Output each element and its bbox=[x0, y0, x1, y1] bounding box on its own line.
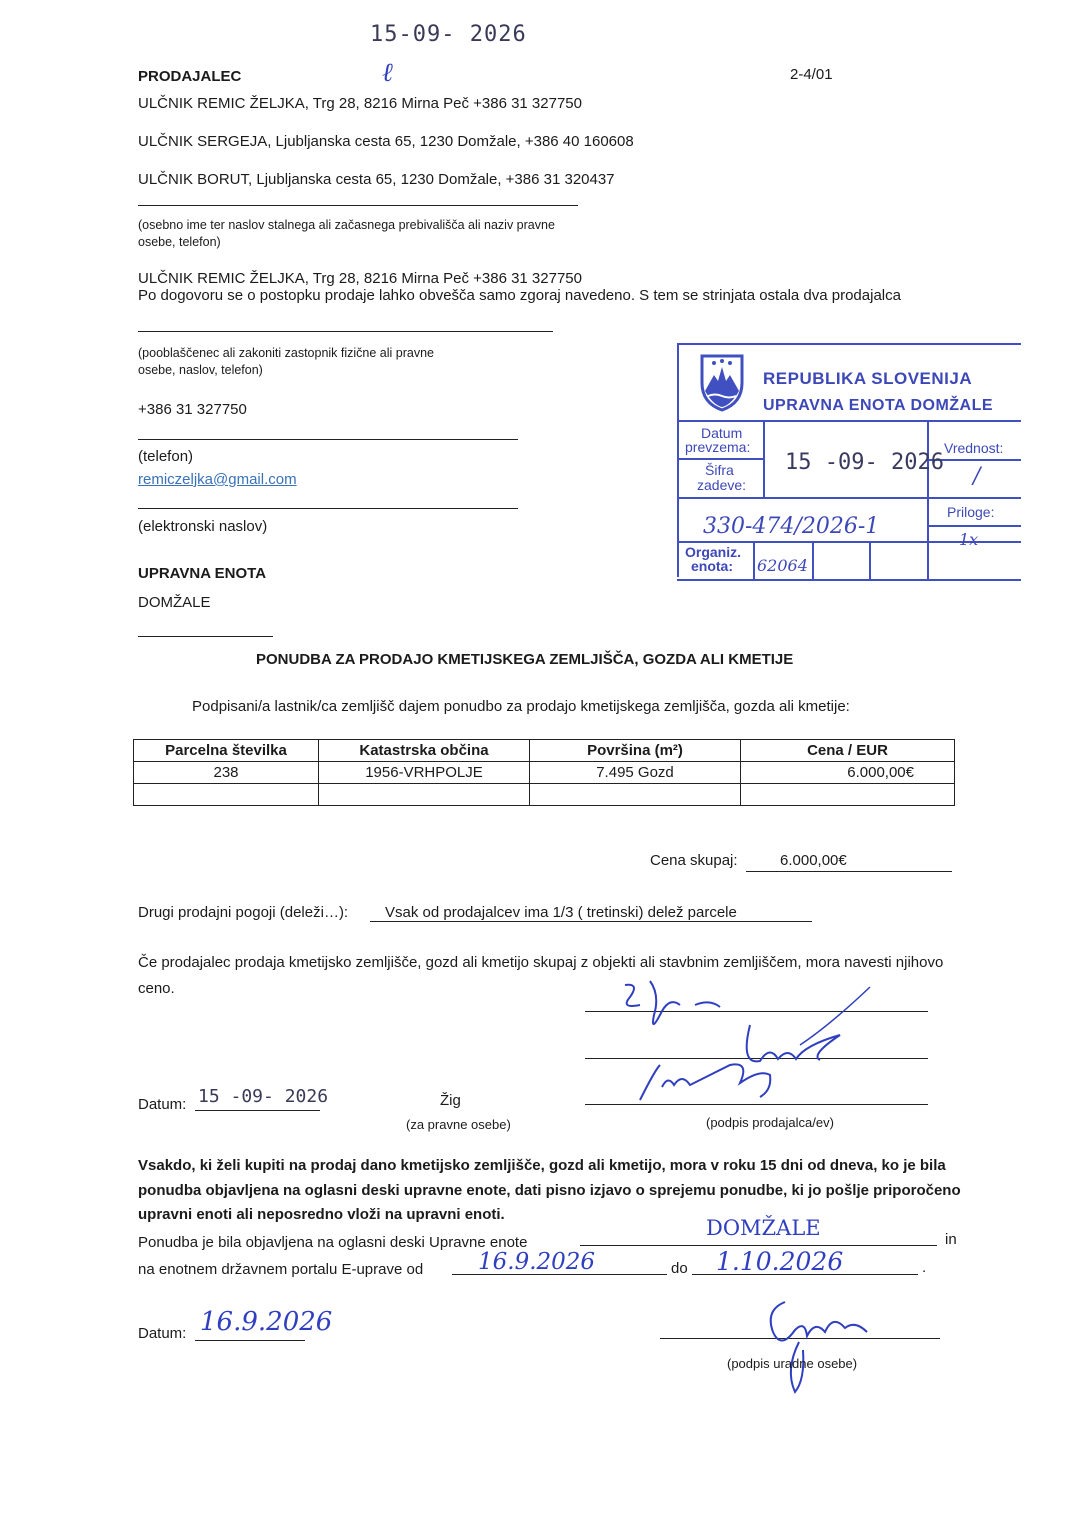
coat-of-arms-icon bbox=[699, 353, 745, 413]
signature-date-underline bbox=[195, 1110, 320, 1111]
email-link[interactable]: remiczeljka@gmail.com bbox=[138, 471, 297, 488]
official-signature-caption: (podpis uradne osebe) bbox=[727, 1356, 858, 1371]
other-conditions-label: Drugi prodajni pogoji (deleži…): bbox=[138, 904, 349, 921]
seller-line-3: ULČNIK BORUT, Ljubljanska cesta 65, 1230 Domžale, +386 31 320437 bbox=[138, 171, 615, 188]
signature-date-value: 15 -09- 2026 bbox=[198, 1086, 329, 1107]
publication-unit-underline bbox=[580, 1245, 937, 1246]
total-underline bbox=[746, 871, 952, 872]
seal-label: Žig bbox=[440, 1092, 461, 1109]
publication-prefix: Ponudba je bila objavljena na oglasni deski Upravne enote bbox=[138, 1234, 528, 1251]
phone-value: +386 31 327750 bbox=[138, 401, 247, 418]
cell-cadastre bbox=[319, 784, 530, 806]
col-header-parcel: Parcelna številka bbox=[134, 740, 319, 762]
stamp-priloge-label: Priloge: bbox=[947, 504, 995, 520]
office-stamp bbox=[677, 343, 1021, 581]
stamp-zadeve-label: zadeve: bbox=[697, 477, 747, 493]
col-header-price: Cena / EUR bbox=[741, 740, 955, 762]
publication-from-date: 16.9.2026 bbox=[478, 1249, 596, 1275]
document-title: PONUDBA ZA PRODAJO KMETIJSKEGA ZEMLJIŠČA, GOZDA ALI KMETIJE bbox=[256, 651, 794, 668]
official-date-underline bbox=[195, 1340, 305, 1341]
cell-cadastre: 1956-VRHPOLJE bbox=[319, 762, 530, 784]
publication-to-label: do bbox=[671, 1260, 688, 1277]
publication-in: in bbox=[945, 1231, 957, 1248]
cell-price: 6.000,00€ bbox=[741, 762, 955, 784]
signature-date-label: Datum: bbox=[138, 1096, 187, 1113]
publication-end-mark: . bbox=[922, 1259, 927, 1276]
publication-portal-prefix: na enotnem državnem portalu E-uprave od bbox=[138, 1261, 424, 1278]
publication-to-date: 1.10.2026 bbox=[716, 1247, 844, 1276]
stamp-vrednost-value: / bbox=[973, 464, 981, 489]
stamp-vrednost-label: Vrednost: bbox=[944, 440, 1004, 456]
recipient-line-1: UPRAVNA ENOTA bbox=[138, 565, 267, 582]
stamp-org-label: Organiz. bbox=[685, 544, 742, 560]
cell-area: 7.495 Gozd bbox=[530, 762, 741, 784]
stamp-enota-label: enota: bbox=[691, 558, 733, 574]
initials-mark: ℓ bbox=[382, 58, 393, 88]
table-row bbox=[134, 784, 955, 806]
seller-heading: PRODAJALEC bbox=[138, 68, 242, 85]
objects-note: Če prodajalec prodaja kmetijsko zemljišče, gozd ali kmetijo skupaj z objekti ali stavbnim zemljiščem, mora navesti njihovo ceno. bbox=[138, 954, 944, 997]
document-code: 2-4/01 bbox=[790, 66, 833, 83]
total-label: Cena skupaj: bbox=[650, 852, 738, 869]
cell-parcel: 238 bbox=[134, 762, 319, 784]
other-conditions-underline bbox=[370, 921, 812, 922]
stamp-line-1: REPUBLIKA SLOVENIJA bbox=[763, 369, 973, 388]
official-signature-drawing bbox=[755, 1290, 885, 1400]
phone-caption: (telefon) bbox=[138, 448, 194, 465]
representative-underline bbox=[138, 331, 553, 332]
phone-underline bbox=[138, 439, 518, 440]
publication-to-underline bbox=[692, 1274, 918, 1275]
stamp-date: 15 -09- 2026 bbox=[785, 450, 944, 475]
seal-caption: (za pravne osebe) bbox=[406, 1117, 511, 1132]
intro-text: Podpisani/a lastnik/ca zemljišč dajem ponudbo za prodajo kmetijskega zemljišča, gozda ali kmetije: bbox=[192, 698, 850, 715]
legal-note: Vsakdo, ki želi kupiti na prodaj dano kmetijsko zemljišče, gozd ali kmetijo, mora v roku 15 dni od dneva, ko je bila ponudba objavljena na oglasni deski upravne enote, dati pisno izjavo o sprejemu ponudbe, ki jo pošlje priporočeno upravni enoti ali neposredno vloži na upravni enoti. bbox=[138, 1157, 961, 1223]
cell-price bbox=[741, 784, 955, 806]
publication-unit: DOMŽALE bbox=[706, 1216, 821, 1240]
representative-line-2: Po dogovoru se o postopku prodaje lahko obvešča samo zgoraj navedeno. S tem se strinjata ostala dva prodajalca bbox=[138, 287, 901, 304]
representative-line-1: ULČNIK REMIC ŽELJKA, Trg 28, 8216 Mirna Peč +386 31 327750 bbox=[138, 270, 582, 287]
recipient-line-2: DOMŽALE bbox=[138, 594, 211, 611]
stamp-sifra-label: Šifra bbox=[705, 462, 734, 478]
table-row bbox=[134, 762, 955, 784]
parcel-table bbox=[133, 739, 955, 806]
seller-line-1: ULČNIK REMIC ŽELJKA, Trg 28, 8216 Mirna Peč +386 31 327750 bbox=[138, 95, 582, 112]
representative-caption: (pooblaščenec ali zakoniti zastopnik fizične ali pravne osebe, naslov, telefon) bbox=[138, 346, 434, 377]
cell-parcel bbox=[134, 784, 319, 806]
table-header-row bbox=[134, 740, 955, 762]
seller-signature-caption: (podpis prodajalca/ev) bbox=[706, 1115, 834, 1130]
seller-underline bbox=[138, 205, 578, 206]
stamp-priloge-value: 1x bbox=[959, 530, 979, 549]
stamp-datum-label: Datum bbox=[701, 425, 743, 441]
email-underline bbox=[138, 508, 518, 509]
official-date-label: Datum: bbox=[138, 1325, 187, 1342]
total-value: 6.000,00€ bbox=[780, 852, 847, 869]
publication-from-underline bbox=[452, 1274, 667, 1275]
stamp-line-2: UPRAVNA ENOTA DOMŽALE bbox=[763, 397, 994, 414]
seller-line-2: ULČNIK SERGEJA, Ljubljanska cesta 65, 1230 Domžale, +386 40 160608 bbox=[138, 133, 634, 150]
recipient-underline bbox=[138, 636, 273, 637]
col-header-cadastre: Katastrska občina bbox=[319, 740, 530, 762]
seller-signatures-drawing bbox=[600, 975, 900, 1115]
email-caption: (elektronski naslov) bbox=[138, 518, 268, 535]
cell-area bbox=[530, 784, 741, 806]
stamp-case-number: 330-474/2026-1 bbox=[703, 514, 880, 539]
received-date-stamp: 15-09- 2026 bbox=[370, 22, 527, 47]
stamp-prevzema-label: prevzema: bbox=[685, 439, 751, 455]
seller-caption: (osebno ime ter naslov stalnega ali začasnega prebivališča ali naziv pravne osebe, telefon) bbox=[138, 218, 555, 249]
official-date-value: 16.9.2026 bbox=[200, 1307, 333, 1337]
stamp-org-value: 62064 bbox=[757, 556, 808, 575]
other-conditions-value: Vsak od prodajalcev ima 1/3 ( tretinski) delež parcele bbox=[385, 904, 737, 921]
col-header-area: Površina (m²) bbox=[530, 740, 741, 762]
